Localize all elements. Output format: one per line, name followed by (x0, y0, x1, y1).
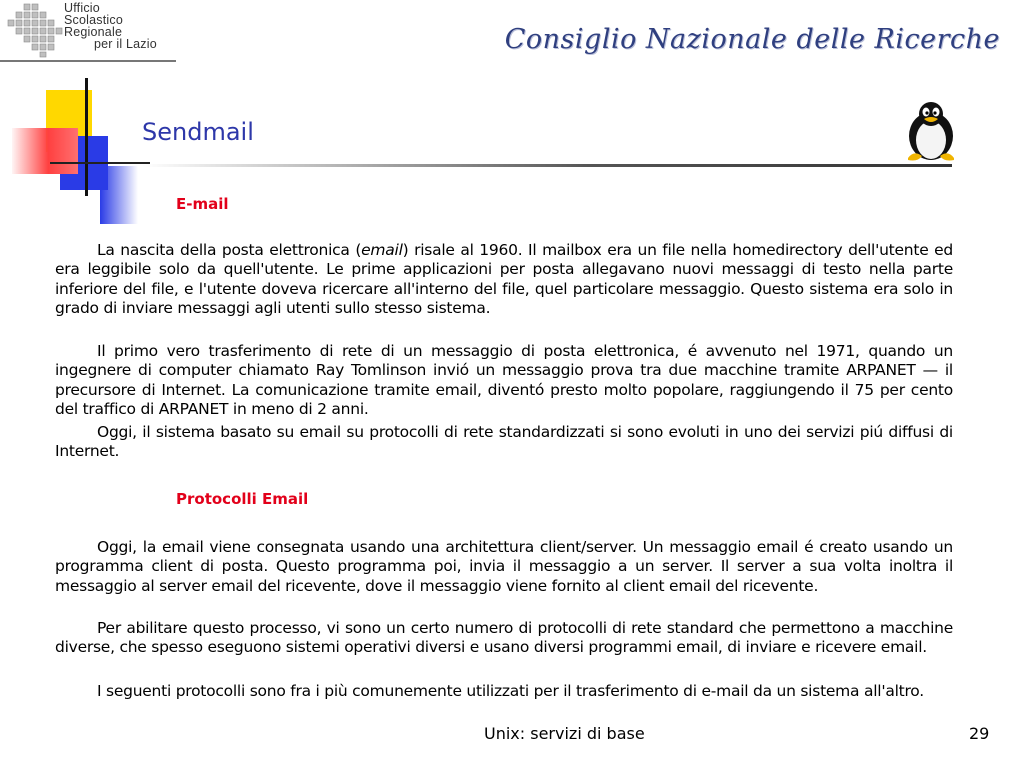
cnr-logo-text: Consiglio Nazionale delle Ricerche (504, 24, 1000, 55)
p1-text-end: ) risale al 1960. Il mailbox era un file nella homedirectory dell'utente ed era leggibile solo da quell'utente. Le prime applicazioni per posta allegavano nuovi messaggi di testo nella parte inferiore del file, e l'utente doveva ricercare all'interno del file, quel particolare messaggio. Questo sistema era solo in grado di inviare messaggi agli utenti sullo stesso sistema. (55, 241, 954, 317)
slide-title: Sendmail (142, 118, 254, 146)
decor-red-gradient (12, 128, 78, 174)
logo-underline (0, 60, 176, 62)
logo-line-4: per il Lazio (94, 37, 157, 51)
decor-horizontal-line (50, 162, 150, 164)
usr-lazio-logo (0, 0, 178, 62)
page-number: 29 (969, 724, 990, 743)
logo-line-3: Regionale (64, 25, 123, 39)
decor-blue-gradient (100, 166, 138, 224)
p1-text-start: La nascita della posta elettronica ( (97, 241, 362, 259)
footer-title: Unix: servizi di base (484, 724, 645, 743)
usr-logo-text (64, 2, 157, 50)
section-heading-protocols: Protocolli Email (176, 490, 309, 508)
paragraph-email-history (55, 241, 953, 318)
tux-penguin-icon (900, 100, 962, 164)
decor-vertical-line (85, 78, 88, 196)
mosaic-logo-icon (2, 2, 64, 58)
logo-line-2: Scolastico (64, 13, 123, 27)
section-heading-email: E-mail (176, 195, 229, 213)
paragraph-client-server: Oggi, la email viene consegnata usando una architettura client/server. Un messaggio email é creato usando un programma client di posta. Questo programma poi, invia il messaggio a un server. Il server a sua volta inoltra il messaggio al server email del ricevente, dove il messaggio viene fornito al client email del ricevente. (55, 538, 953, 595)
paragraph-today: Oggi, il sistema basato su email su protocolli di rete standardizzati si sono evoluti in uno dei servizi piú diffusi di Internet. (55, 423, 953, 461)
p1-emphasis: email (361, 241, 403, 259)
paragraph-first-transfer: Il primo vero trasferimento di rete di un messaggio di posta elettronica, é avvenuto nel 1971, quando un ingegnere di computer chiamato Ray Tomlinson invió un messaggio prova tra due macchine tramite ARPANET — il precursore di Internet. La comunicazione tramite email, diventó presto molto popolare, raggiungendo il 75 per cento del traffico di ARPANET in meno di 2 anni. (55, 342, 953, 418)
paragraph-protocols: Per abilitare questo processo, vi sono un certo numero di protocolli di rete standard che permettono a macchine diverse, che spesso eseguono sistemi operativi diversi e usano diversi programmi email, di inviare e ricevere email. (55, 619, 953, 657)
paragraph-common-protocols: I seguenti protocolli sono fra i più comunemente utilizzati per il trasferimento di e-mail da un sistema all'altro. (97, 682, 924, 700)
title-underline (142, 164, 952, 167)
logo-line-1: Ufficio (64, 1, 100, 15)
